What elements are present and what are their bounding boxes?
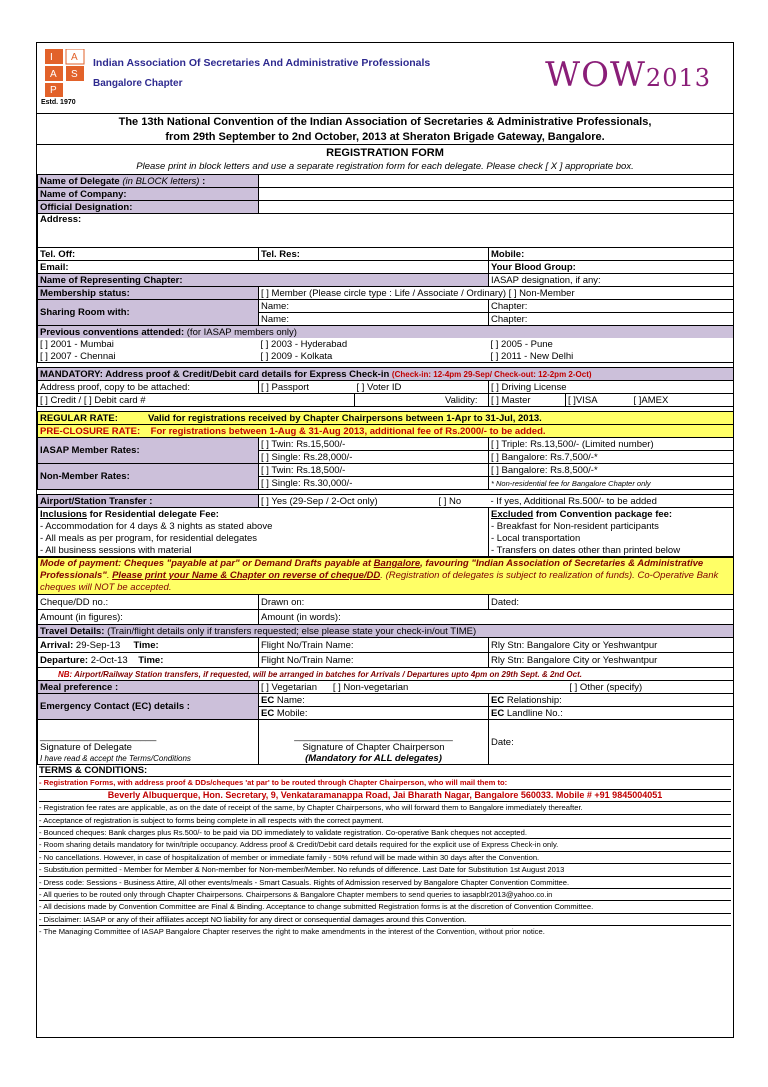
- voter-id-checkbox[interactable]: [ ] Voter ID: [355, 381, 489, 394]
- transfer-label: Airport/Station Transfer :: [38, 495, 259, 508]
- arrival-station-field[interactable]: Rly Stn: Bangalore City or Yeshwantpur: [489, 638, 734, 653]
- terms-item: - Disclaimer: IASAP or any of their affiliates accept NO liability for any direct or consequential damages around this Convention.: [39, 913, 731, 925]
- nonmember-rates-label: Non-Member Rates:: [38, 464, 259, 490]
- terms-item: - Registration fee rates are applicable, as on the date of receipt of the same, by Chapter Chairpersons, who will forward them to Bangalore immediately thereafter.: [39, 801, 731, 813]
- table-row: [38, 261, 734, 274]
- terms-accept-note: I have read & accept the Terms/Conditions: [40, 754, 191, 763]
- iasap-rates-label: IASAP Member Rates:: [38, 438, 259, 464]
- terms-routing: - Registration Forms, with address proof & DDs/cheques 'at par' to be routed through Chapter Chairperson, who will mail them to:: [39, 776, 731, 788]
- table-row: [38, 248, 734, 261]
- rates-table: [37, 411, 734, 490]
- nonmember-twin-checkbox[interactable]: [ ] Twin: Rs.18,500/-: [259, 464, 489, 477]
- table-row: [38, 300, 734, 313]
- sharing-chapter-2[interactable]: Chapter:: [489, 313, 734, 326]
- terms-item: - Bounced cheques: Bank charges plus Rs.500/- to be paid via DD immediately to validate registration. Co-operative Bank cheques not accepted.: [39, 826, 731, 838]
- table-row: [38, 495, 734, 508]
- travel-heading: Travel Details: (Train/flight details only if transfers requested; else please state your check-in/out TIME): [38, 625, 734, 638]
- table-row: [38, 350, 734, 363]
- name-delegate-label: Name of Delegate (in BLOCK letters) :: [38, 175, 259, 188]
- table-row: [38, 412, 734, 425]
- terms-item: - All decisions made by Convention Committee are Final & Binding. Acceptance to change submitted Registration forms is at the discretion of Convention Committee.: [39, 900, 731, 912]
- ec-name-field[interactable]: EC Name:: [259, 694, 489, 707]
- payment-mode: Mode of payment: Cheques "payable at par" or Demand Drafts payable at Bangalore, favouring "Indian Association of Secretaries & Administrative Professionals". Please print your Name & Chapter on reverse of cheque/DD. (Registration of delegates is subject to realization of funds). Co-Operative Bank cheques will NOT be accepted.: [38, 558, 734, 595]
- mandatory-note: (Mandatory for ALL delegates): [305, 753, 442, 764]
- exclusion-item: - Breakfast for Non-resident participants: [489, 520, 734, 532]
- departure-flight-field[interactable]: Flight No/Train Name:: [259, 653, 489, 668]
- mobile-field[interactable]: Mobile:: [489, 248, 734, 261]
- instructions: Please print in block letters and use a separate registration form for each delegate. Please check [ X ] appropriate box.: [136, 161, 634, 172]
- membership-status-label: Membership status:: [38, 287, 259, 300]
- inclusion-item: - Accommodation for 4 days & 3 nights as stated above: [38, 520, 489, 532]
- meal-label: Meal preference :: [38, 681, 259, 694]
- company-field[interactable]: [259, 188, 734, 201]
- meal-options[interactable]: [ ] Vegetarian [ ] Non-vegetarian [ ] Other (specify): [259, 681, 734, 694]
- designation-field[interactable]: [259, 201, 734, 214]
- arrival-flight-field[interactable]: Flight No/Train Name:: [259, 638, 489, 653]
- mandatory-table: [37, 367, 734, 407]
- departure-field[interactable]: Departure: 2-Oct-13 Time:: [38, 653, 259, 668]
- transfer-no-checkbox[interactable]: [ ] No: [437, 495, 489, 508]
- table-row: [38, 532, 734, 544]
- terms-item: - No cancellations. However, in case of hospitalization of member or immediate family - 50% refund will be made within 30 days after the Convention.: [39, 851, 731, 863]
- table-row: [38, 653, 734, 668]
- table-row: [38, 544, 734, 557]
- title-line-1: The 13th National Convention of the Indian Association of Secretaries & Administrative Professionals,: [118, 116, 652, 128]
- emergency-label: Emergency Contact (EC) details :: [38, 694, 259, 720]
- company-label: Name of Company:: [38, 188, 259, 201]
- terms-item: - All queries to be routed only through Chapter Chairpersons. Chairpersons & Bangalore Chapter members to send queries to iasapblr2013@yahoo.co.in: [39, 888, 731, 900]
- transfer-inclusions-table: [37, 494, 734, 557]
- title-line-2: from 29th September to 2nd October, 2013 at Sheraton Brigade Gateway, Bangalore.: [165, 131, 605, 143]
- drawn-on-field[interactable]: Drawn on:: [259, 595, 489, 610]
- amount-words-field[interactable]: Amount (in words):: [259, 610, 734, 625]
- arrival-field[interactable]: Arrival: 29-Sep-13 Time:: [38, 638, 259, 653]
- logo-letter: P: [50, 85, 57, 96]
- nonmember-bangalore-checkbox[interactable]: [ ] Bangalore: Rs.8,500/-*: [489, 464, 734, 477]
- table-row: [38, 381, 734, 394]
- nonmember-single-checkbox[interactable]: [ ] Single: Rs.30,000/-: [259, 477, 489, 490]
- visa-checkbox[interactable]: [ ]VISA: [566, 394, 632, 407]
- table-row: [38, 668, 734, 681]
- nb-note: NB: Airport/Railway Station transfers, if requested, will be arranged in batches for Arrivals / Departures upto 4pm on 29th Sept. & 2nd Oct.: [38, 668, 734, 681]
- iasap-single-checkbox[interactable]: [ ] Single: Rs.28,000/-: [259, 451, 489, 464]
- sharing-chapter-1[interactable]: Chapter:: [489, 300, 734, 313]
- ec-mobile-field[interactable]: EC Mobile:: [259, 707, 489, 720]
- mandatory-heading: MANDATORY: Address proof & Credit/Debit card details for Express Check-in (Check-in: 12-4pm 29-Sep/ Check-out: 12-2pm 2-Oct): [38, 368, 734, 381]
- iasap-bangalore-checkbox[interactable]: [ ] Bangalore: Rs.7,500/-*: [489, 451, 734, 464]
- transfer-note: - If yes, Additional Rs.500/- to be added: [489, 495, 734, 508]
- conventions-heading: Previous conventions attended: (for IASAP members only): [38, 326, 734, 339]
- regular-rate: REGULAR RATE: Valid for registrations received by Chapter Chairpersons between 1-Apr to 31-Jul, 2013.: [38, 412, 734, 425]
- chapter-name: Bangalore Chapter: [93, 78, 183, 89]
- signature-line: ______________________: [40, 731, 157, 742]
- table-row: [38, 625, 734, 638]
- email-field[interactable]: Email:: [38, 261, 489, 274]
- non-residential-note: * Non-residential fee for Bangalore Chapter only: [489, 477, 734, 490]
- ec-relationship-field[interactable]: EC Relationship:: [489, 694, 734, 707]
- table-row: [38, 558, 734, 595]
- iasap-designation-field[interactable]: IASAP designation, if any:: [489, 274, 734, 287]
- terms-item: - Substitution permitted - Member for Member & Non-member for Non-member/Member. No refunds of difference. Last Date for Substitution 1st August 2013: [39, 863, 731, 875]
- personal-details-table: [37, 174, 734, 363]
- chairperson-signature-label: Signature of Chapter Chairperson: [302, 742, 445, 753]
- sharing-name-1[interactable]: Name:: [259, 300, 489, 313]
- signature-line: ______________________________: [294, 731, 453, 742]
- table-row: [38, 338, 734, 350]
- terms-item: - The Managing Committee of IASAP Bangalore Chapter reserves the right to make amendments in the interest of the Convention, without prior notice.: [39, 925, 731, 937]
- event-logo: [545, 55, 711, 95]
- exclusions-heading: Excluded from Convention package fee:: [489, 508, 734, 521]
- event-logo-text: WOW: [545, 55, 646, 95]
- blood-group-field[interactable]: Your Blood Group:: [489, 261, 734, 274]
- logo-letter: S: [71, 69, 78, 80]
- delegate-signature[interactable]: [38, 720, 259, 765]
- logo-letter: A: [50, 69, 57, 80]
- table-row: [38, 274, 734, 287]
- designation-label: Official Designation:: [38, 201, 259, 214]
- chairperson-signature[interactable]: [259, 720, 489, 765]
- payment-table: [37, 557, 734, 765]
- tel-res-field[interactable]: Tel. Res:: [259, 248, 489, 261]
- master-checkbox[interactable]: [ ] Master: [489, 394, 566, 407]
- preclosure-rate: PRE-CLOSURE RATE: For registrations between 1-Aug & 31-Aug 2013, additional fee of Rs.2000/- to be added.: [38, 425, 734, 438]
- membership-options[interactable]: [ ] Member (Please circle type : Life / Associate / Ordinary) [ ] Non-Member: [259, 287, 734, 300]
- amex-checkbox[interactable]: [ ]AMEX: [632, 394, 734, 407]
- table-row: [38, 368, 734, 381]
- logo-letter: I: [50, 52, 53, 63]
- ec-landline-field[interactable]: EC Landline No.:: [489, 707, 734, 720]
- convention-checkbox[interactable]: [ ] 2007 - Chennai: [38, 350, 259, 363]
- card-type-checkbox[interactable]: [ ] Credit / [ ] Debit card #: [38, 394, 355, 407]
- iasap-twin-checkbox[interactable]: [ ] Twin: Rs.15,500/-: [259, 438, 489, 451]
- table-row: [38, 638, 734, 653]
- logo-letter: A: [71, 52, 78, 63]
- convention-checkbox[interactable]: [ ] 2009 - Kolkata: [259, 350, 489, 363]
- table-row: [38, 694, 734, 707]
- validity-field[interactable]: Validity:: [355, 394, 489, 407]
- sharing-room-label: Sharing Room with:: [38, 300, 259, 326]
- table-row: [38, 520, 734, 532]
- convention-checkbox[interactable]: [ ] 2011 - New Delhi: [489, 350, 734, 363]
- table-row: [38, 326, 734, 339]
- amount-figures-field[interactable]: Amount (in figures):: [38, 610, 259, 625]
- inclusion-item: - All business sessions with material: [38, 544, 489, 557]
- convention-checkbox[interactable]: [ ] 2005 - Pune: [489, 338, 734, 350]
- convention-checkbox[interactable]: [ ] 2003 - Hyderabad: [260, 338, 348, 350]
- table-row: [38, 287, 734, 300]
- terms-address: Beverly Albuquerque, Hon. Secretary, 9, Venkataramanappa Road, Jai Bharath Nagar, Bangalore 560033. Mobile # +91 9845004051: [39, 789, 731, 801]
- passport-checkbox[interactable]: [ ] Passport: [259, 381, 355, 394]
- driving-license-checkbox[interactable]: [ ] Driving License: [489, 381, 734, 394]
- organization-name: Indian Association Of Secretaries And Administrative Professionals: [93, 57, 431, 69]
- table-row: [38, 438, 734, 451]
- table-row: [38, 425, 734, 438]
- exclusion-item: - Transfers on dates other than printed below: [489, 544, 734, 557]
- terms-heading: TERMS & CONDITIONS:: [39, 765, 148, 776]
- dated-field[interactable]: Dated:: [489, 595, 734, 610]
- address-field[interactable]: Address:: [38, 214, 734, 248]
- terms-section: [37, 765, 733, 938]
- table-row: [38, 201, 734, 214]
- tel-off-field[interactable]: Tel. Off:: [38, 248, 259, 261]
- inclusions-heading: Inclusions for Residential delegate Fee:: [38, 508, 489, 521]
- table-row: [38, 188, 734, 201]
- event-year: 2013: [645, 64, 711, 92]
- table-row: [38, 508, 734, 521]
- iasap-triple-checkbox[interactable]: [ ] Triple: Rs.13,500/- (Limited number): [489, 438, 734, 451]
- iasap-logo: [45, 49, 85, 97]
- table-row: [38, 610, 734, 625]
- name-delegate-field[interactable]: [259, 175, 734, 188]
- rep-chapter-label: Name of Representing Chapter:: [38, 274, 489, 287]
- table-row: [38, 214, 734, 248]
- table-row: [38, 720, 734, 765]
- delegate-signature-label: Signature of Delegate: [40, 742, 132, 753]
- cheque-no-field[interactable]: Cheque/DD no.:: [38, 595, 259, 610]
- table-row: [38, 464, 734, 477]
- transfer-yes-checkbox[interactable]: [ ] Yes (29-Sep / 2-Oct only): [259, 495, 437, 508]
- table-row: [38, 595, 734, 610]
- established-year: Estd. 1970: [41, 99, 76, 106]
- registration-form: [36, 42, 734, 1038]
- table-row: [38, 175, 734, 188]
- exclusion-item: - Local transportation: [489, 532, 734, 544]
- inclusion-item: - All meals as per program, for residential delegates: [38, 532, 489, 544]
- convention-checkbox[interactable]: [ ] 2001 - Mumbai: [38, 338, 259, 350]
- terms-item: - Room sharing details mandatory for twin/triple occupancy. Address proof & Credit/Debit card details required for the explicit use of Express Check-in only.: [39, 838, 731, 850]
- table-row: [38, 394, 734, 407]
- terms-item: - Dress code: Sessions - Business Attire, All other events/meals - Smart Casuals. Rights of Admission reserved by Bangalore Chapter Convention Committee.: [39, 876, 731, 888]
- form-title: REGISTRATION FORM: [37, 144, 733, 160]
- header: [37, 43, 733, 114]
- address-proof-label: Address proof, copy to be attached:: [38, 381, 259, 394]
- signature-date-field[interactable]: Date:: [489, 720, 734, 765]
- sharing-name-2[interactable]: Name:: [259, 313, 489, 326]
- table-row: [38, 681, 734, 694]
- terms-item: - Acceptance of registration is subject to forms being complete in all respects with the correct payment.: [39, 814, 731, 826]
- departure-station-field[interactable]: Rly Stn: Bangalore City or Yeshwantpur: [489, 653, 734, 668]
